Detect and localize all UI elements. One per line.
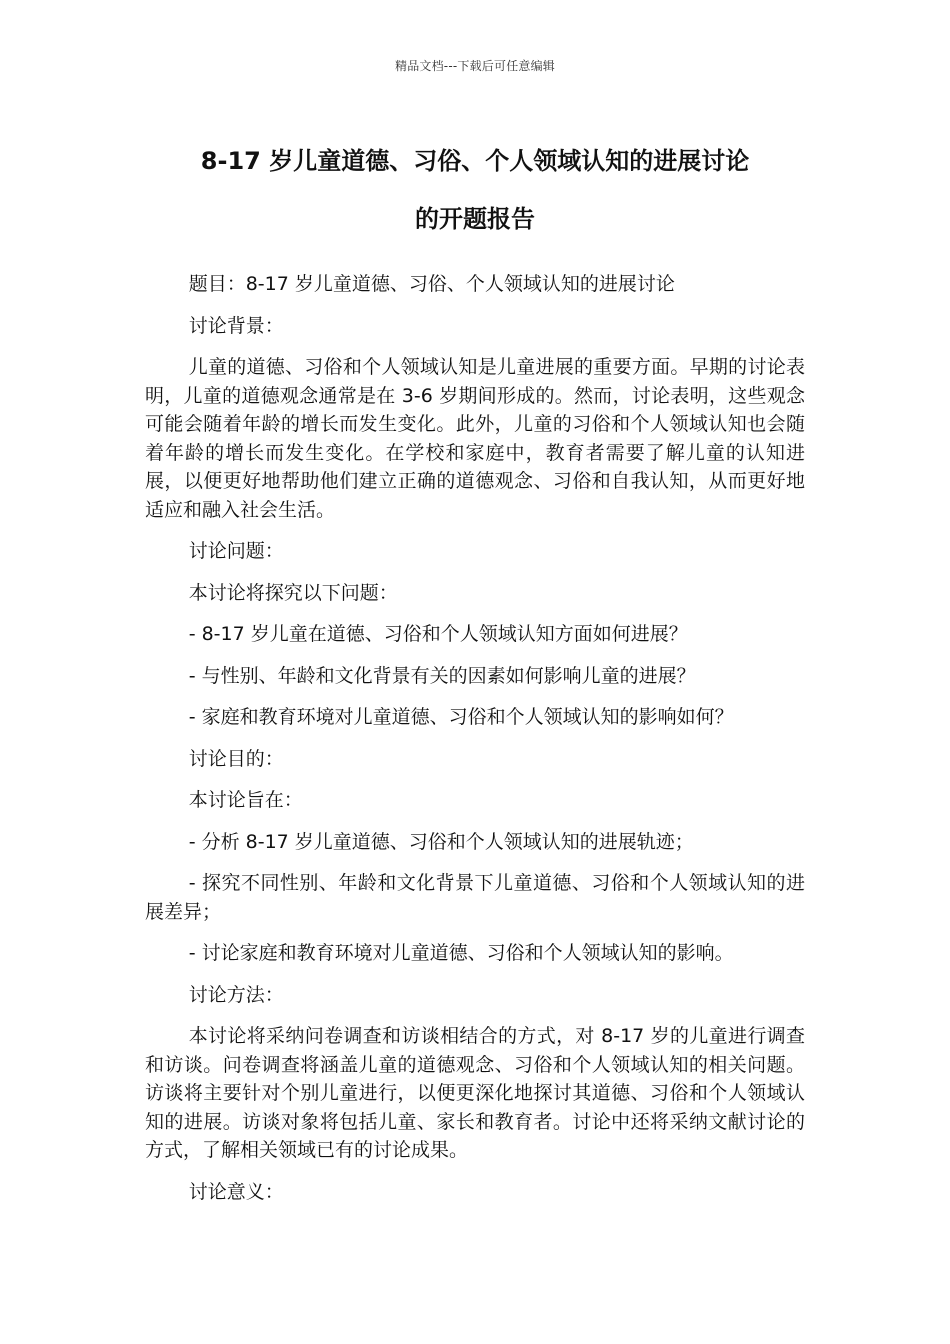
question-item-3: - 家庭和教育环境对儿童道德、习俗和个人领域认知的影响如何？ (188, 706, 734, 728)
paragraph-method: 本讨论将采纳问卷调查和访谈相结合的方式，对 8-17 岁的儿童进行调查和访谈。问卷调查将涵盖儿童的道德观念、习俗和个人领域认知的相关问题。访谈将主要针对个别儿童进行，以便更深化地探讨其道德、习俗和个人领域认知的进展。访谈对象将包括儿童、家长和教育者。讨论中还将采纳文献讨论的方式，了解相关领域已有的讨论成果。 (145, 1025, 805, 1161)
heading-purpose: 讨论目的： (188, 747, 284, 770)
document-title-line-2: 的开题报告 (415, 205, 535, 233)
paragraph-topic: 题目：8-17 岁儿童道德、习俗、个人领域认知的进展讨论 (188, 273, 675, 295)
heading-method: 讨论方法： (188, 983, 284, 1006)
heading-significance: 讨论意义： (188, 1180, 284, 1203)
purpose-item-1: - 分析 8-17 岁儿童道德、习俗和个人领域认知的进展轨迹； (188, 830, 694, 853)
question-item-1: - 8-17 岁儿童在道德、习俗和个人领域认知方面如何进展？ (188, 623, 688, 645)
paragraph-background: 儿童的道德、习俗和个人领域认知是儿童进展的重要方面。早期的讨论表明，儿童的道德观念通常是在 3-6 岁期间形成的。然而，讨论表明，这些观念可能会随着年龄的增长而发生变化。此外，儿童的习俗和个人领域认知也会随着年龄的增长而发生变化。在学校和家庭中，教育者需要了解儿童的认知进展，以便更好地帮助他们建立正确的道德观念、习俗和自我认知，从而更好地适应和融入社会生活。 (145, 356, 805, 521)
document-title (145, 132, 805, 248)
purpose-item-3: - 讨论家庭和教育环境对儿童道德、习俗和个人领域认知的影响。 (188, 942, 734, 964)
paragraph-questions-intro: 本讨论将探究以下问题： (188, 581, 398, 604)
heading-background: 讨论背景： (188, 314, 284, 337)
page-header-note: 精品文档---下载后可任意编辑 (395, 59, 555, 73)
heading-questions: 讨论问题： (188, 540, 284, 562)
document-body (145, 270, 805, 1219)
paragraph-purpose-intro: 本讨论旨在： (188, 789, 303, 811)
document-title-line-1: 8-17 岁儿童道德、习俗、个人领域认知的进展讨论 (200, 147, 750, 175)
purpose-item-2: - 探究不同性别、年龄和文化背景下儿童道德、习俗和个人领域认知的进展差异； (145, 872, 805, 923)
question-item-2: - 与性别、年龄和文化背景有关的因素如何影响儿童的进展？ (188, 664, 696, 687)
